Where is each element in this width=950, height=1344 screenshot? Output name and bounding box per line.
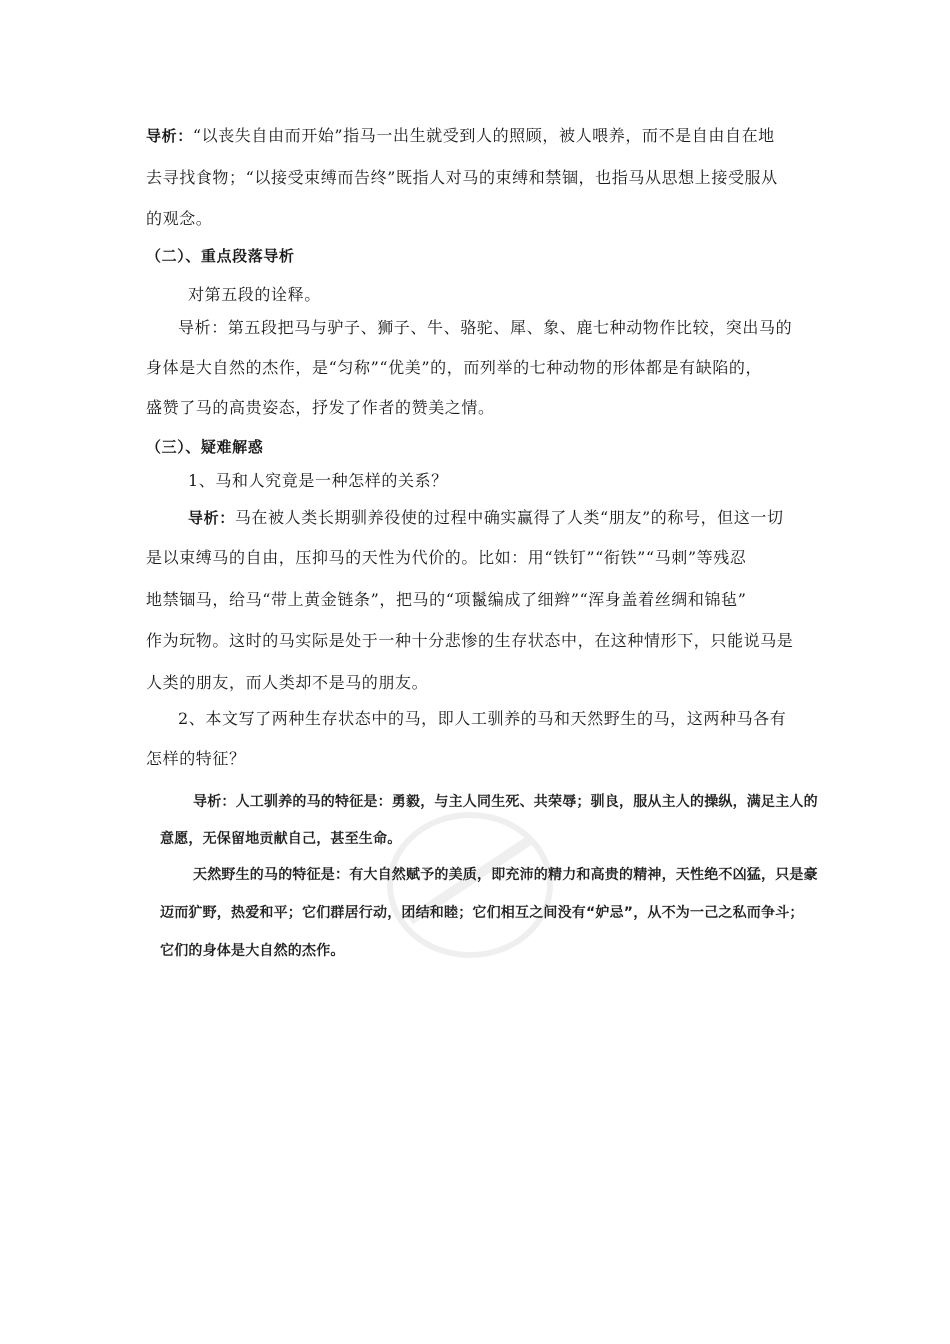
question-2-line1: 2、本文写了两种生存状态中的马，即人工驯养的马和天然野生的马，这两种马各有 xyxy=(178,709,787,728)
para3-label: 导析： xyxy=(188,509,235,527)
answer-line3: 天然野生的马的特征是：有大自然赋予的美质，即充沛的精力和高贵的精神，天性绝不凶猛，只是豪 xyxy=(193,867,818,883)
answer-line1 xyxy=(193,793,818,811)
answer-line4: 迈而犷野，热爱和平；它们群居行动，团结和睦；它们相互之间没有“妒忌”，从不为一己之私而争斗； xyxy=(160,905,804,921)
watermark-logo xyxy=(380,800,560,970)
question-2-line2: 怎样的特征？ xyxy=(146,749,246,768)
section2-intro: 对第五段的诠释。 xyxy=(188,285,321,304)
para3-line4: 作为玩物。这时的马实际是处于一种十分悲惨的生存状态中，在这种情形下，只能说马是 xyxy=(146,631,794,650)
para3-line1-text: 马在被人类长期驯养役使的过程中确实赢得了人类“朋友”的称号，但这一切 xyxy=(234,508,784,527)
para1-label: 导析： xyxy=(146,127,193,145)
section3-heading: （三）、疑难解惑 xyxy=(146,438,264,456)
para3-line3: 地禁锢马，给马“带上黄金链条”，把马的“项鬣编成了细辫”“浑身盖着丝绸和锦毡” xyxy=(146,590,747,609)
answer-line1-text: 人工驯养的马的特征是：勇毅，与主人同生死、共荣辱；驯良，服从主人的操纵，满足主人的 xyxy=(235,794,818,810)
para1-line1 xyxy=(146,126,775,146)
para2-line2: 身体是大自然的杰作，是“匀称”“优美”的，而列举的七种动物的形体都是有缺陷的， xyxy=(146,358,763,377)
para1-line2: 去寻找食物；“以接受束缚而告终”既指人对马的束缚和禁锢，也指马从思想上接受服从 xyxy=(146,168,778,187)
para1-line1-text: “以丧失自由而开始”指马一出生就受到人的照顾，被人喂养，而不是自由自在地 xyxy=(192,126,775,145)
answer-line2: 意愿，无保留地贡献自己，甚至生命。 xyxy=(160,831,402,847)
para1-line3: 的观念。 xyxy=(146,209,213,228)
section2-heading: （二）、重点段落导析 xyxy=(146,247,295,265)
para2-line3: 盛赞了马的高贵姿态，抒发了作者的赞美之情。 xyxy=(146,398,495,417)
para3-line5: 人类的朋友，而人类却不是马的朋友。 xyxy=(146,673,429,692)
para3-line1 xyxy=(188,508,784,528)
para3-line2: 是以束缚马的自由，压抑马的天性为代价的。比如：用“铁钉”“衔铁”“马刺”等残忍 xyxy=(146,548,747,567)
answer-line5: 它们的身体是大自然的杰作。 xyxy=(160,943,345,959)
answer-label: 导析： xyxy=(193,794,236,810)
question-1: 1、马和人究竟是一种怎样的关系？ xyxy=(188,471,448,490)
para2-line1: 导析：第五段把马与驴子、狮子、牛、骆驼、犀、象、鹿七种动物作比较，突出马的 xyxy=(178,318,793,337)
